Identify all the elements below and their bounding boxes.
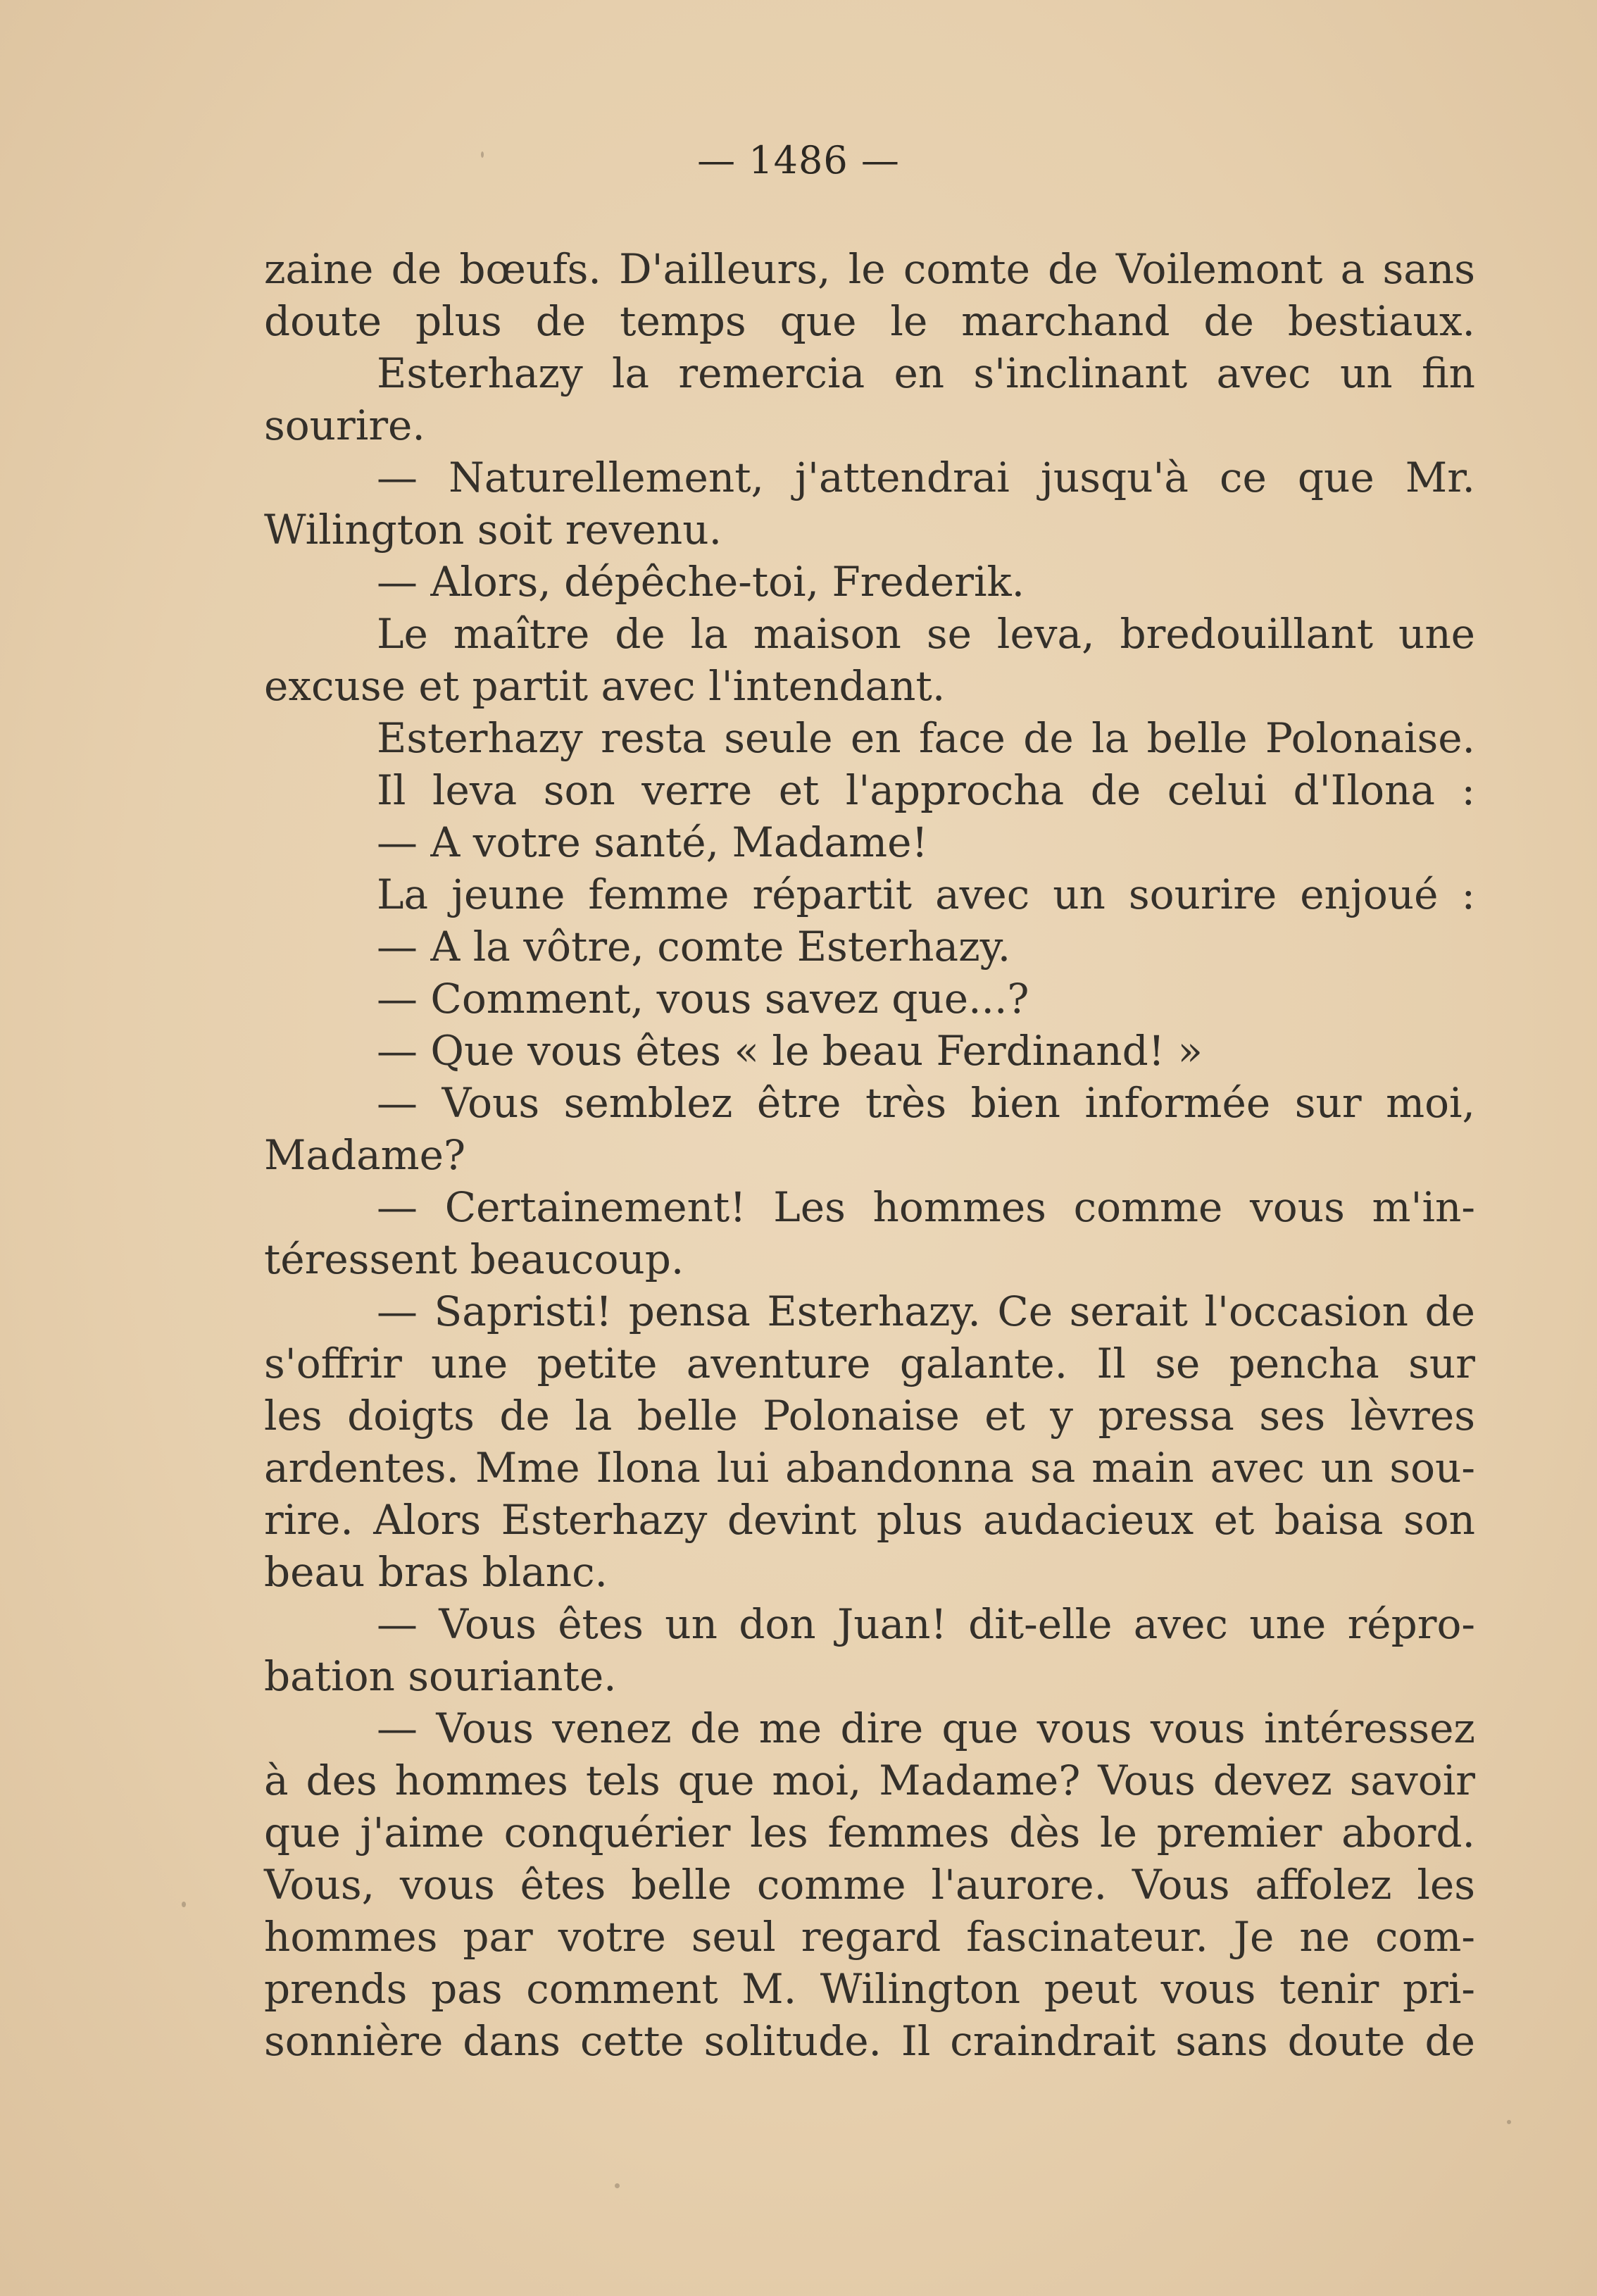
text-line: — Naturellement, j'attendrai jusqu'à ce que Mr.: [377, 454, 1475, 501]
text-line: téressent beaucoup.: [264, 1235, 684, 1283]
text-line: doute plus de temps que le marchand de bestiaux.: [264, 297, 1475, 345]
text-line: prends pas comment M. Wilington peut vous tenir pri-: [264, 1965, 1475, 2013]
text-line: à des hommes tels que moi, Madame? Vous devez savoir: [264, 1757, 1475, 1804]
text-line: — Vous êtes un don Juan! dit-elle avec une répro-: [377, 1600, 1475, 1648]
text-line: sourire.: [264, 401, 425, 449]
paper-speck: [1507, 2120, 1511, 2124]
text-line: excuse et partit avec l'intendant.: [264, 662, 946, 710]
text-line: — Alors, dépêche-toi, Frederik.: [377, 558, 1025, 606]
text-line: rire. Alors Esterhazy devint plus audacieux et baisa son: [264, 1496, 1475, 1544]
text-line: ardentes. Mme Ilona lui abandonna sa main avec un sou-: [264, 1444, 1475, 1492]
text-line: La jeune femme répartit avec un sourire enjoué :: [377, 871, 1475, 918]
text-line: — Sapristi! pensa Esterhazy. Ce serait l'occasion de: [377, 1287, 1475, 1335]
text-line: Esterhazy la remercia en s'inclinant avec un fin: [377, 349, 1475, 397]
text-line: Vous, vous êtes belle comme l'aurore. Vous affolez les: [264, 1861, 1475, 1909]
text-line: — Que vous êtes « le beau Ferdinand! »: [377, 1027, 1203, 1075]
text-line: Wilington soit revenu.: [264, 506, 722, 554]
text-line: Madame?: [264, 1131, 466, 1179]
text-line: beau bras blanc.: [264, 1548, 608, 1596]
text-line: sonnière dans cette solitude. Il craindrait sans doute de: [264, 2017, 1475, 2065]
text-line: — A la vôtre, comte Esterhazy.: [377, 923, 1011, 971]
text-line: — Comment, vous savez que...?: [377, 975, 1029, 1023]
text-line: bation souriante.: [264, 1652, 617, 1700]
paper-speck: [182, 1902, 186, 1907]
page-number: — 1486 —: [697, 138, 900, 182]
text-line: s'offrir une petite aventure galante. Il se pencha sur: [264, 1340, 1475, 1387]
text-line: hommes par votre seul regard fascinateur. Je ne com-: [264, 1913, 1475, 1961]
text-line: — A votre santé, Madame!: [377, 818, 928, 866]
text-line: Le maître de la maison se leva, bredouillant une: [377, 610, 1475, 658]
paper-speck: [615, 2183, 620, 2188]
text-line: Il leva son verre et l'approcha de celui d'Ilona :: [377, 766, 1475, 814]
text-line: zaine de bœufs. D'ailleurs, le comte de Voilemont a sans: [264, 245, 1475, 293]
paper-speck: [481, 151, 484, 158]
text-line: les doigts de la belle Polonaise et y pressa ses lèvres: [264, 1392, 1475, 1440]
text-line: — Certainement! Les hommes comme vous m'in-: [377, 1183, 1475, 1231]
text-line: — Vous venez de me dire que vous vous intéressez: [377, 1704, 1475, 1752]
text-line: Esterhazy resta seule en face de la belle Polonaise.: [377, 714, 1475, 762]
text-line: — Vous semblez être très bien informée sur moi,: [377, 1079, 1475, 1127]
text-line: que j'aime conquérier les femmes dès le premier abord.: [264, 1809, 1475, 1857]
